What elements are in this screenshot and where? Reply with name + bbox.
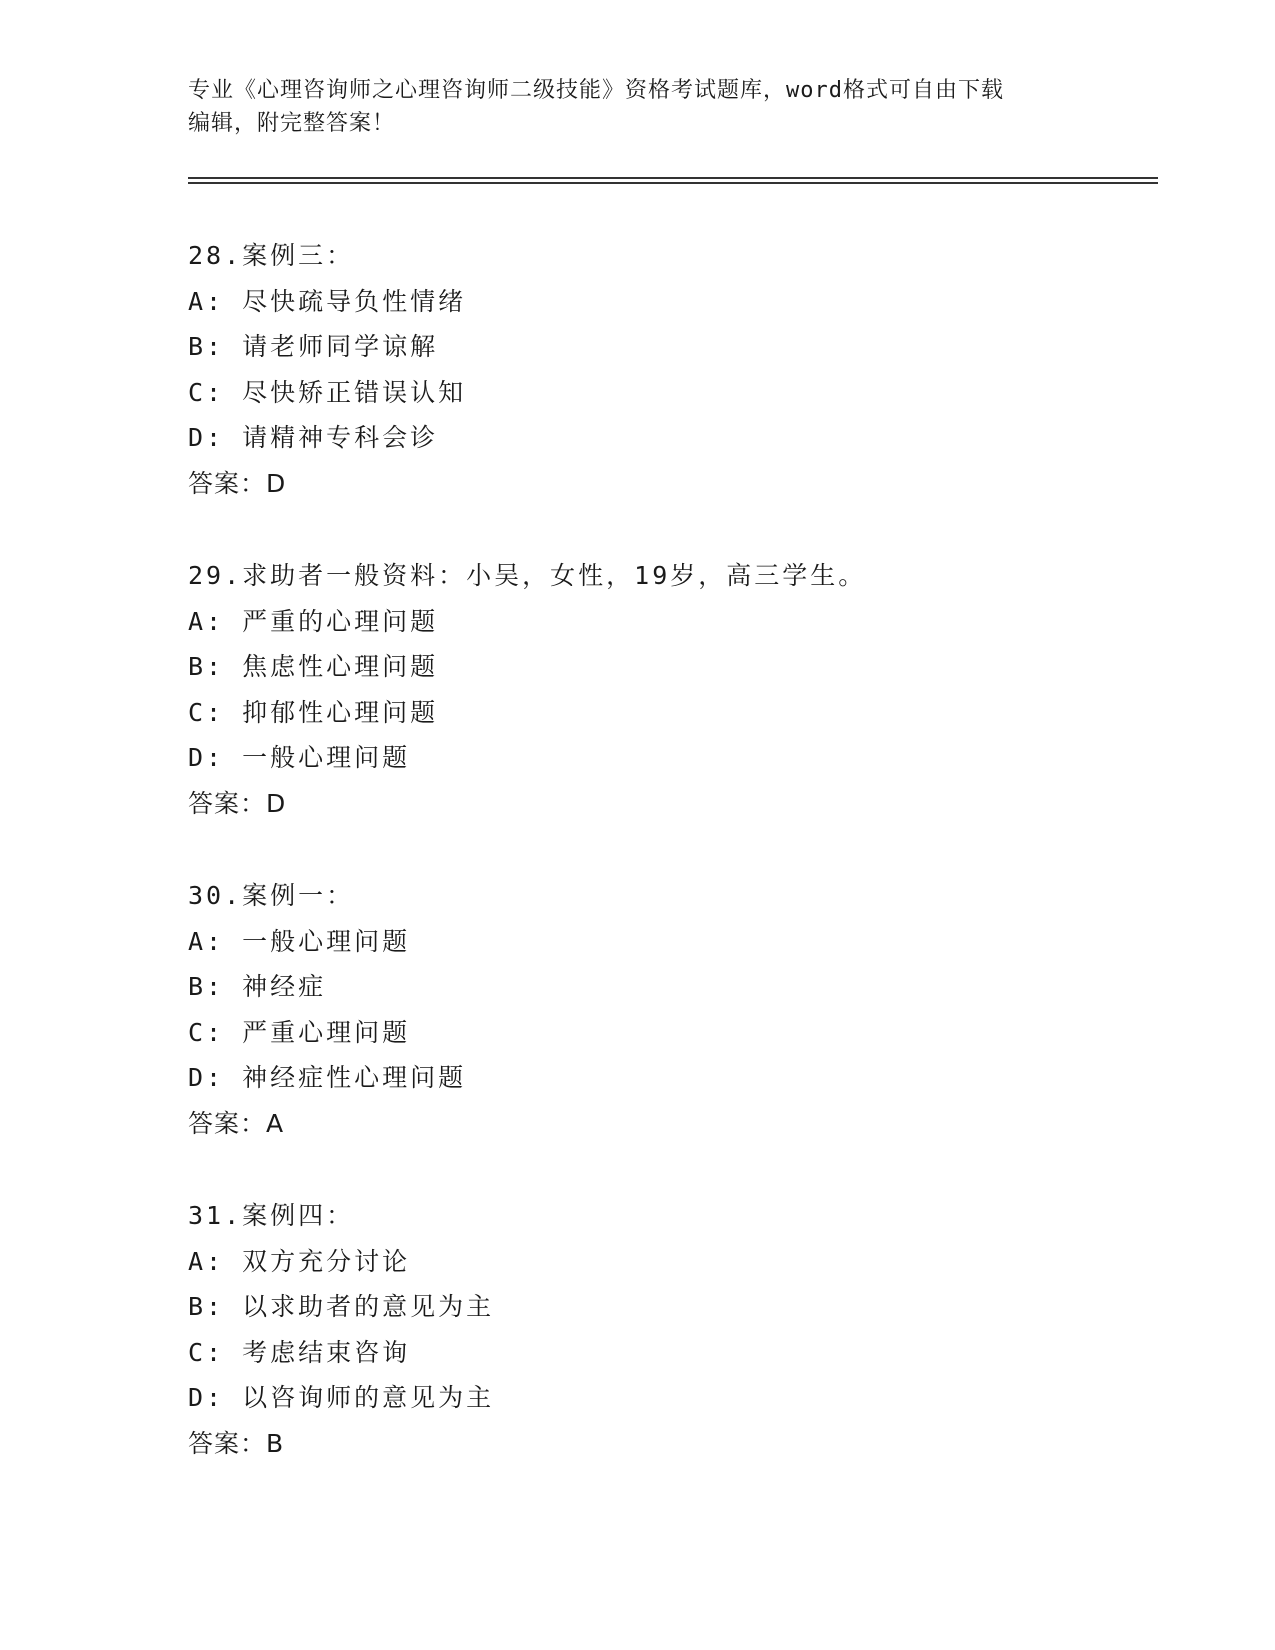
option-a: A: 尽快疏导负性情绪 <box>188 286 467 316</box>
option-a: A: 一般心理问题 <box>188 926 411 956</box>
document-header <box>188 74 1088 140</box>
option-c: C: 考虑结束咨询 <box>188 1337 411 1367</box>
option-b: B: 以求助者的意见为主 <box>188 1292 495 1321</box>
answer: 答案：D <box>188 788 287 818</box>
option-b: B: 神经症 <box>188 972 327 1001</box>
question-stem: 29.求助者一般资料：小吴，女性，19岁，高三学生。 <box>188 561 867 590</box>
option-d: D: 一般心理问题 <box>188 743 411 772</box>
option-c: C: 严重心理问题 <box>188 1017 411 1047</box>
header-line-1: 专业《心理咨询师之心理咨询师二级技能》资格考试题库，word格式可自由下载 <box>188 78 1004 103</box>
question-28 <box>188 233 1148 506</box>
question-31 <box>188 1193 1148 1466</box>
option-d: D: 神经症性心理问题 <box>188 1063 467 1092</box>
question-stem: 28.案例三： <box>188 241 355 270</box>
answer: 答案：B <box>188 1428 285 1458</box>
option-a: A: 严重的心理问题 <box>188 606 439 636</box>
question-stem: 31.案例四： <box>188 1201 355 1230</box>
option-b: B: 焦虑性心理问题 <box>188 652 439 681</box>
option-b: B: 请老师同学谅解 <box>188 332 439 361</box>
option-c: C: 抑郁性心理问题 <box>188 697 439 727</box>
option-d: D: 以咨询师的意见为主 <box>188 1383 495 1412</box>
question-29 <box>188 553 1148 826</box>
header-divider-bottom <box>188 182 1158 184</box>
header-line-2: 编辑，附完整答案！ <box>188 111 396 136</box>
option-c: C: 尽快矫正错误认知 <box>188 377 467 407</box>
option-a: A: 双方充分讨论 <box>188 1246 411 1276</box>
question-30 <box>188 873 1148 1146</box>
answer: 答案：A <box>188 1108 285 1138</box>
question-stem: 30.案例一： <box>188 881 355 910</box>
option-d: D: 请精神专科会诊 <box>188 423 439 452</box>
answer: 答案：D <box>188 468 287 498</box>
header-divider-top <box>188 177 1158 179</box>
